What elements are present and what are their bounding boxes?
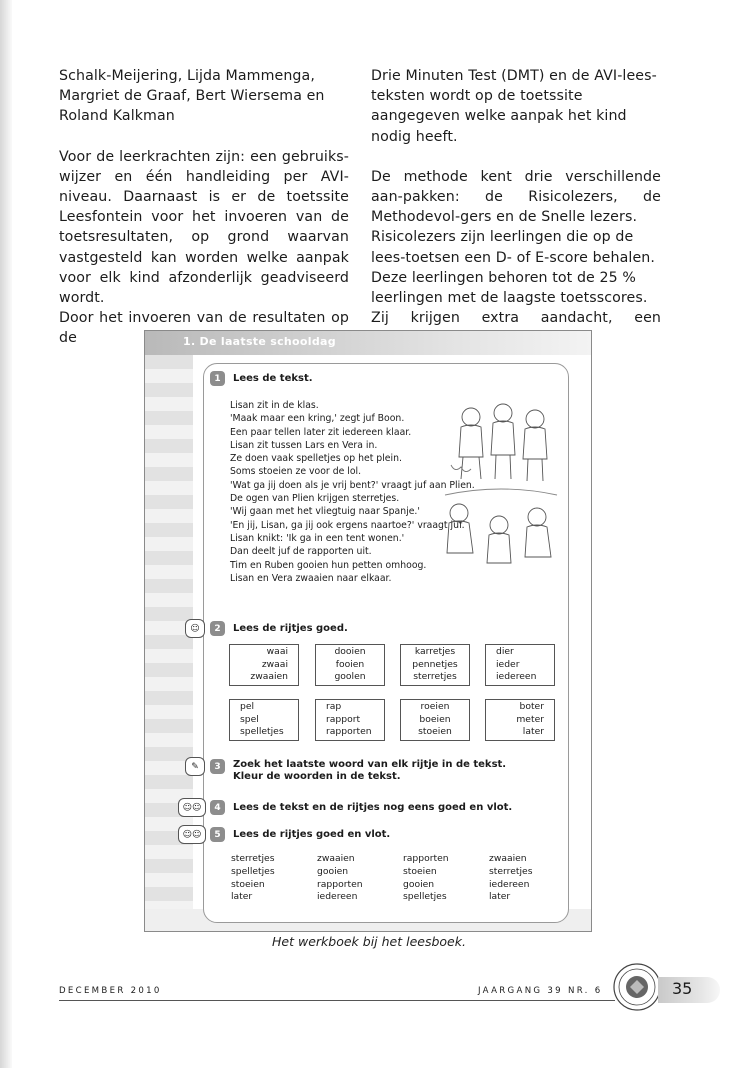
word: later	[522, 726, 544, 738]
word: stoeien	[403, 865, 437, 877]
word: pel	[240, 701, 255, 712]
article-paragraph: Voor de leerkrachten zijn: een gebruiks-wijzer en één handleiding per AVI-niveau. Daarnaast is er de toetssite Leesfontein voor het invoeren van de toetsresultaten, op grond waarvan vastgesteld kan worden welke aanpak voor elk kind afzonderlijk geadviseerd wordt.	[59, 148, 349, 307]
story-line: Lisan zit in de klas.	[230, 400, 319, 411]
exercise-number: 4	[210, 800, 225, 815]
exercise-title: Lees de rijtjes goed.	[233, 622, 348, 634]
exercise-title: Lees de tekst.	[233, 372, 313, 384]
workbook-figure	[144, 330, 592, 932]
word: waai	[266, 646, 288, 657]
exercise-title-line: Zoek het laatste woord van elk rijtje in de tekst.	[233, 759, 507, 770]
exercise-title: Lees de rijtjes goed en vlot.	[233, 828, 391, 840]
article-paragraph: De methode kent drie verschillende aan-pakken: de Risicolezers, de Methodevol-gers en de Snelle lezers.	[371, 168, 661, 226]
word: meter	[516, 713, 544, 725]
child-body	[459, 425, 483, 457]
word-row-box	[485, 699, 555, 741]
exercise-2-heading	[190, 621, 348, 636]
word: zwaaien	[250, 671, 288, 683]
double-face-icon: ☺☺	[178, 798, 206, 817]
figure-caption: Het werkboek bij het leesboek.	[272, 934, 466, 949]
word: gooien	[317, 865, 349, 877]
story-line: Ze doen vaak spelletjes op het plein.	[230, 453, 402, 465]
child-head	[528, 508, 546, 526]
story-line: Een paar tellen later zit iedereen klaar.	[230, 426, 412, 438]
word: boeien	[419, 713, 451, 725]
child-body	[491, 421, 515, 455]
child-body	[525, 525, 551, 557]
word: pennetjes	[412, 658, 458, 670]
exercise-1-heading	[210, 371, 313, 386]
word: roeien	[420, 701, 450, 712]
article-right-column	[371, 66, 661, 349]
story-line: Dan deelt juf de rapporten uit.	[230, 546, 372, 558]
story-line: De ogen van Plien krijgen sterretjes.	[230, 493, 400, 505]
word: sterretjes	[413, 671, 457, 683]
exercise-title	[233, 759, 506, 783]
word: iedereen	[317, 891, 358, 903]
article-paragraph: Risicolezers zijn leerlingen die op de lees-toetsen een D- of E-score behalen. Deze leerlingen behoren tot de 25 % leerlingen met de laagste toetsscores.	[371, 229, 655, 307]
story-line: Tim en Ruben gooien hun petten omhoog.	[230, 559, 427, 571]
child-head	[450, 504, 468, 522]
word-list-column	[489, 853, 532, 904]
journal-seal-icon	[612, 962, 662, 1012]
article-paragraph: Schalk-Meijering, Lijda Mammenga, Margriet de Graaf, Bert Wiersema en Roland Kalkman	[59, 68, 325, 125]
word: rapporten	[317, 878, 363, 890]
word: rap	[326, 701, 342, 712]
word: spelletjes	[403, 891, 447, 903]
word: later	[231, 891, 253, 903]
word-row-box	[229, 644, 299, 686]
page-number: 35	[672, 979, 693, 998]
word: later	[489, 891, 511, 903]
word: iedereen	[496, 671, 537, 683]
word: fooien	[335, 658, 365, 670]
story-line: Lisan en Vera zwaaien naar elkaar.	[230, 572, 392, 584]
word: ieder	[496, 658, 520, 670]
story-line: 'Wij gaan met het vliegtuig naar Spanje.'	[230, 506, 420, 518]
footer-rule	[59, 1000, 615, 1001]
workbook-chapter-title: 1. De laatste schooldag	[183, 335, 336, 348]
exercise-3-heading	[191, 759, 507, 783]
word: zwaaien	[317, 853, 355, 864]
child-head	[462, 408, 480, 426]
story-line: Soms stoeien ze voor de lol.	[230, 466, 362, 478]
story-line: Lisan zit tussen Lars en Vera in.	[230, 439, 378, 451]
double-face-icon: ☺☺	[178, 825, 206, 844]
previous-page-strip	[145, 355, 193, 931]
workbook-header-bar	[145, 331, 591, 355]
footer-date: DECEMBER 2010	[59, 986, 162, 996]
story-text	[230, 399, 475, 585]
child-body	[487, 533, 511, 563]
child-body	[447, 521, 473, 553]
article-paragraph: Drie Minuten Test (DMT) en de AVI-lees-teksten wordt op de toetssite aangegeven welke aanpak het kind nodig heeft.	[371, 68, 657, 145]
story-line: Lisan knikt: 'Ik ga in een tent wonen.'	[230, 532, 405, 544]
story-line: 'Wat ga jij doen als je vrij bent?' vraagt juf aan Plien.	[230, 479, 475, 491]
child-head	[494, 404, 512, 422]
exercise-5-heading	[182, 827, 391, 842]
word-list-column	[403, 853, 449, 904]
word-row-box	[315, 644, 385, 686]
article-paragraph: Zij krijgen extra aandacht, een	[371, 310, 661, 327]
word: goolen	[334, 671, 366, 683]
word: dooien	[334, 646, 366, 657]
exercise-number: 1	[210, 371, 225, 386]
exercise-4-heading	[182, 800, 513, 815]
child-head	[490, 516, 508, 534]
word: zwaai	[261, 658, 288, 670]
word: rapporten	[326, 726, 372, 738]
word: sterretjes	[489, 865, 533, 877]
word: dier	[496, 646, 514, 657]
word-list-column	[231, 853, 275, 904]
word-row-box	[485, 644, 555, 686]
word: zwaaien	[489, 853, 527, 864]
word: gooien	[403, 878, 435, 890]
exercise-number: 3	[210, 759, 225, 774]
exercise-number: 2	[210, 621, 225, 636]
word-list-column	[317, 853, 363, 904]
article-paragraph: Door het invoeren van de resultaten op de	[59, 310, 349, 347]
face-icon: ☺	[185, 619, 205, 638]
word: rapporten	[403, 853, 449, 864]
child-body	[523, 427, 547, 459]
exercise-title: Lees de tekst en de rijtjes nog eens goed en vlot.	[233, 801, 513, 813]
child-head	[526, 410, 544, 428]
children-illustration	[441, 395, 559, 573]
page-edge-shadow	[0, 0, 12, 1068]
footer-volume: JAARGANG 39 NR. 6	[478, 986, 603, 996]
word: karretjes	[414, 646, 456, 657]
word: spel	[240, 713, 259, 725]
word: rapport	[326, 713, 361, 725]
word: spelletjes	[231, 865, 275, 877]
exercise-number: 5	[210, 827, 225, 842]
word-row-box	[315, 699, 385, 741]
pencil-icon: ✎	[185, 757, 205, 776]
word: iedereen	[489, 878, 530, 890]
word: sterretjes	[231, 853, 275, 864]
story-line: 'En jij, Lisan, ga jij ook ergens naartoe?' vraagt juf.	[230, 519, 465, 531]
exercise-title-line: Kleur de woorden in de tekst.	[233, 771, 401, 782]
article-left-column	[59, 66, 349, 349]
word-row-box	[400, 699, 470, 741]
story-line: 'Maak maar een kring,' zegt juf Boon.	[230, 413, 405, 425]
word-row-box	[229, 699, 299, 741]
word: stoeien	[418, 726, 452, 738]
word-row-box	[400, 644, 470, 686]
word: stoeien	[231, 878, 265, 890]
word: boter	[519, 701, 544, 712]
word: spelletjes	[240, 726, 284, 738]
